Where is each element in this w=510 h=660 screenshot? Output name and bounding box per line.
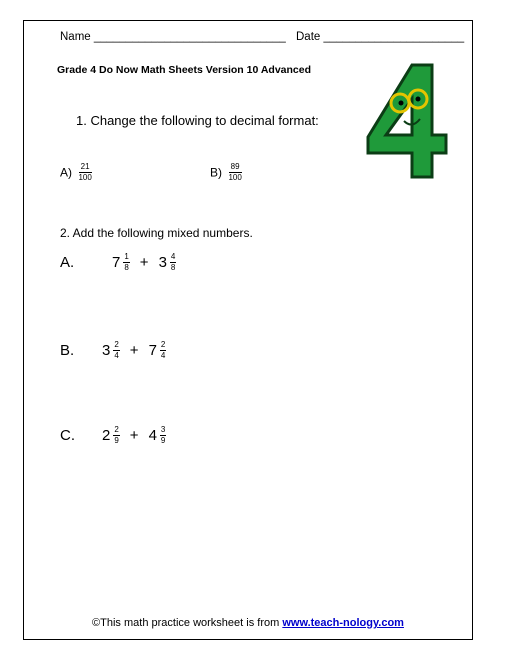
problem-label: A. [60,254,75,271]
fraction [113,341,119,360]
whole-number: 2 [102,427,111,444]
fraction-numerator: 2 [114,425,119,434]
plus-sign: + [129,342,139,359]
fraction-denominator: 9 [114,436,119,445]
option-label: A) [60,165,72,180]
fraction [226,163,243,182]
fraction-numerator: 2 [114,340,119,349]
fraction-numerator: 21 [80,162,90,171]
fraction [113,426,119,445]
option-label: B) [210,165,222,180]
problem-row-c [60,426,166,445]
problem-label: C. [60,427,75,444]
fraction-numerator: 1 [124,252,129,261]
fraction [123,253,129,272]
whole-number: 7 [112,254,121,271]
problem-row-b [60,341,166,360]
fraction [76,163,93,182]
fraction-numerator: 3 [160,425,166,434]
footer-link[interactable]: www.teach-nology.com [282,617,404,629]
name-field-label: Name ______________________________ [60,31,286,43]
worksheet-title: Grade 4 Do Now Math Sheets Version 10 Advanced [56,64,312,76]
whole-number: 3 [102,342,111,359]
fraction-numerator: 4 [170,252,176,261]
fraction-denominator: 9 [160,436,166,445]
fraction-denominator: 4 [160,351,166,360]
plus-sign: + [139,254,149,271]
number-four-mascot-icon [354,59,454,181]
fraction-denominator: 100 [228,173,242,182]
date-field-label: Date ______________________ [296,31,465,43]
question-1-option-a [60,163,94,182]
fraction [170,253,176,272]
question-1-prompt: 1. Change the following to decimal format: [76,113,319,128]
fraction-numerator: 89 [230,162,240,171]
fraction-numerator: 2 [160,340,166,349]
fraction-denominator: 100 [78,173,92,182]
worksheet-page [23,20,473,640]
whole-number: 3 [158,254,167,271]
plus-sign: + [129,427,139,444]
problem-row-a [60,253,176,272]
fraction-denominator: 8 [124,263,129,272]
question-2-prompt: 2. Add the following mixed numbers. [60,226,253,240]
whole-number: 7 [148,342,157,359]
fraction [160,426,166,445]
fraction-denominator: 8 [170,263,176,272]
fraction-denominator: 4 [114,351,119,360]
question-1-option-b [210,163,244,182]
problem-label: B. [60,342,75,359]
fraction [160,341,166,360]
footer [24,617,472,629]
footer-text: ©This math practice worksheet is from [92,617,283,629]
whole-number: 4 [148,427,157,444]
